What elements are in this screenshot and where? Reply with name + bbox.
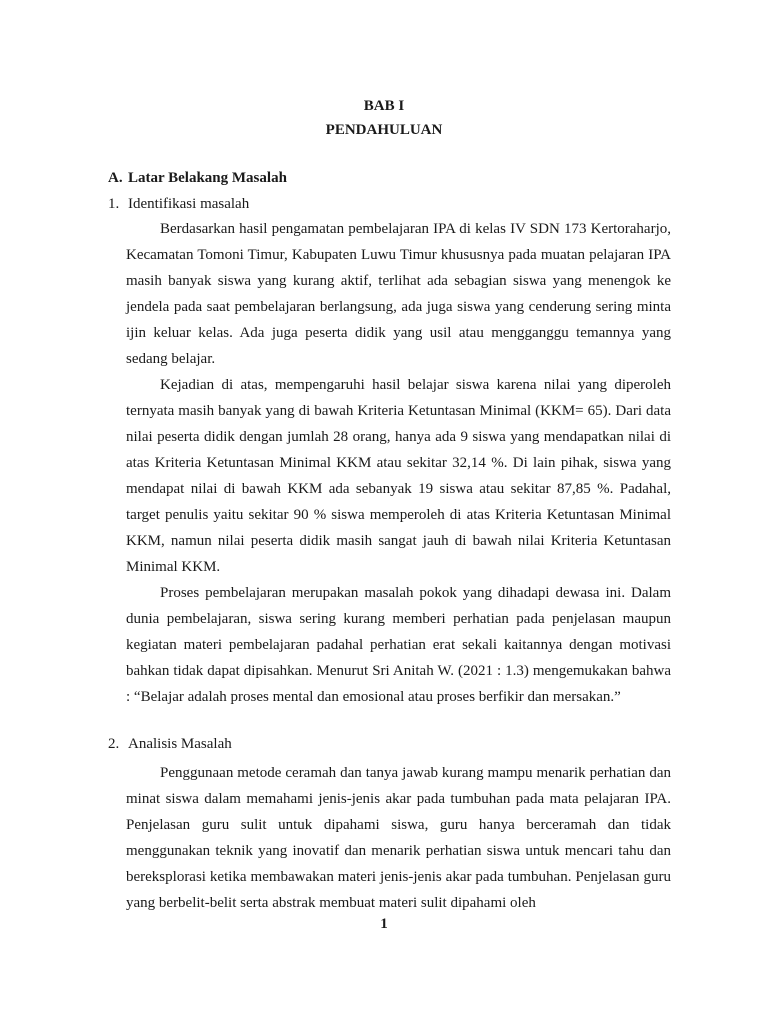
- subsection-2-body: [126, 760, 671, 916]
- section-title: Latar Belakang Masalah: [128, 170, 287, 186]
- subsection-heading-2: [108, 736, 232, 753]
- subsection-number: 2.: [108, 736, 120, 752]
- section-number: A.: [108, 170, 123, 186]
- chapter-label: BAB I: [363, 98, 405, 114]
- subsection-1-body: [126, 216, 671, 710]
- paragraph: Proses pembelajaran merupakan masalah pokok yang dihadapi dewasa ini. Dalam dunia pembelajaran, siswa sering kurang memberi perhatian pada penjelasan maupun kegiatan materi pembelajaran padahal perhatian erat sekali kaitannya dengan motivasi bahkan tidak dapat dipisahkan. Menurut Sri Anitah W. (2021 : 1.3) mengemukakan bahwa : “Belajar adalah proses mental dan emosional atau proses berfikir dan mersakan.”: [126, 585, 671, 705]
- subsection-title: Identifikasi masalah: [128, 196, 250, 212]
- subsection-heading-1: [108, 196, 249, 213]
- paragraph: Penggunaan metode ceramah dan tanya jawab kurang mampu menarik perhatian dan minat siswa dalam memahami jenis-jenis akar pada tumbuhan pada mata pelajaran IPA. Penjelasan guru sulit untuk dipahami siswa, guru hanya berceramah dan tidak menggunakan teknik yang inovatif dan menarik perhatian siswa untuk mencari tahu dan bereksplorasi ketika membawakan materi jenis-jenis akar pada tumbuhan. Penjelasan guru yang berbelit-belit serta abstrak membuat materi sulit dipahami oleh: [126, 765, 671, 911]
- section-heading-a: [108, 170, 287, 187]
- page-number: 1: [380, 916, 388, 932]
- subsection-number: 1.: [108, 196, 120, 212]
- chapter-title: PENDAHULUAN: [325, 122, 443, 138]
- paragraph: Kejadian di atas, mempengaruhi hasil belajar siswa karena nilai yang diperoleh ternyata masih banyak yang di bawah Kriteria Ketuntasan Minimal (KKM= 65). Dari data nilai peserta didik dengan jumlah 28 orang, hanya ada 9 siswa yang mendapatkan nilai di atas Kriteria Ketuntasan Minimal KKM atau sekitar 32,14 %. Di lain pihak, siswa yang mendapat nilai di bawah KKM ada sebanyak 19 siswa atau sekitar 87,85 %. Padahal, target penulis yaitu sekitar 90 % siswa memperoleh di atas Kriteria Ketuntasan Minimal KKM, namun nilai peserta didik masih sangat jauh di bawah nilai Kriteria Ketuntasan Minimal KKM.: [126, 377, 671, 575]
- paragraph: Berdasarkan hasil pengamatan pembelajaran IPA di kelas IV SDN 173 Kertoraharjo, Kecamatan Tomoni Timur, Kabupaten Luwu Timur khususnya pada muatan pelajaran IPA masih banyak siswa yang kurang aktif, terlihat ada sebagian siswa yang menengok ke jendela pada saat pembelajaran berlangsung, ada juga siswa yang cenderung sering minta ijin keluar kelas. Ada juga peserta didik yang usil atau mengganggu temannya yang sedang belajar.: [126, 221, 671, 367]
- subsection-title: Analisis Masalah: [128, 736, 232, 752]
